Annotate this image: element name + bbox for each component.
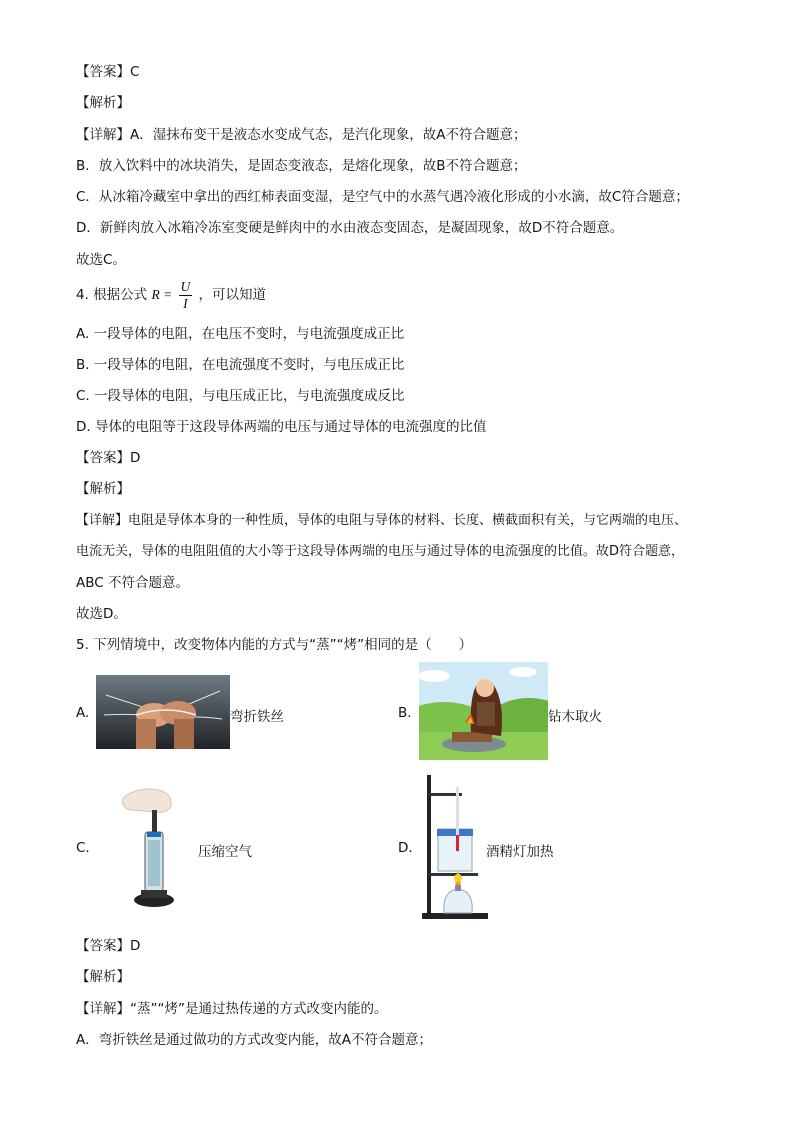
q5-option-d-letter: D. [398,840,413,856]
q3-conclusion: 故选C。 [76,252,126,268]
q5-option-a-letter: A. [76,705,90,721]
q5-option-c-label: 压缩空气 [198,844,252,860]
q4-option-d: D. 导体的电阻等于这段导体两端的电压与通过导体的电流强度的比值 [76,419,487,435]
q3-answer: 【答案】C [76,64,140,80]
q5-stem: 5. 下列情境中，改变物体内能的方式与“蒸”“烤”相同的是（ ） [76,637,473,653]
q5-option-c-letter: C. [76,840,90,856]
alcohol-lamp-heating-image [420,773,490,921]
compressing-air-image [117,780,183,914]
q5-analysis-heading: 【解析】 [76,969,130,985]
q4-detail-2: 电流无关，导体的电阻阻值的大小等于这段导体两端的电压与通过导体的电流强度的比值。故D符合题意， [76,544,685,559]
q5-option-b-label: 钻木取火 [548,709,602,725]
q4-option-c: C. 一段导体的电阻，与电压成正比，与电流强度成反比 [76,388,405,404]
q4-stem-prefix: 4. 根据公式 [76,287,148,303]
q5-option-d-label: 酒精灯加热 [486,844,554,860]
q4-option-a: A. 一段导体的电阻，在电压不变时，与电流强度成正比 [76,326,405,342]
q4-formula-lhs: R = [151,287,173,302]
q3-line-b: B．放入饮料中的冰块消失，是固态变液态，是熔化现象，故B不符合题意； [76,158,527,174]
q4-answer: 【答案】D [76,450,141,466]
q3-analysis-heading: 【解析】 [76,95,130,111]
q4-formula-fraction [179,279,193,312]
q3-line-d: D．新鲜肉放入冰箱冷冻室变硬是鲜肉中的水由液态变固态，是凝固现象，故D不符合题意。 [76,220,624,236]
q3-line-c: C．从冰箱冷藏室中拿出的西红柿表面变湿，是空气中的水蒸气遇冷液化形成的小水滴，故C符合题意； [76,189,689,205]
q4-formula-denominator: I [183,295,188,311]
q4-analysis-heading: 【解析】 [76,481,130,497]
q4-detail-1: 【详解】电阻是导体本身的一种性质，导体的电阻与导体的材料、长度、横截面积有关，与它两端的电压、 [76,513,688,528]
q5-line-a: A．弯折铁丝是通过做功的方式改变内能，故A不符合题意； [76,1032,432,1048]
q5-option-b-letter: B. [398,705,412,721]
q4-stem-suffix: ，可以知道 [198,287,267,303]
q4-option-b: B. 一段导体的电阻，在电流强度不变时，与电压成正比 [76,357,405,373]
q4-stem [76,278,266,312]
drilling-wood-fire-image [419,662,548,760]
q4-formula-numerator: U [180,278,191,294]
bending-wire-image [96,675,230,749]
q5-option-a-label: 弯折铁丝 [230,709,284,725]
q4-conclusion: 故选D。 [76,606,127,622]
q3-detail-a: 【详解】A．湿抹布变干是液态水变成气态，是汽化现象，故A不符合题意； [76,127,527,143]
q4-detail-3: ABC 不符合题意。 [76,575,189,591]
q5-detail: 【详解】“蒸”“烤”是通过热传递的方式改变内能的。 [76,1001,388,1017]
q5-answer: 【答案】D [76,938,141,954]
